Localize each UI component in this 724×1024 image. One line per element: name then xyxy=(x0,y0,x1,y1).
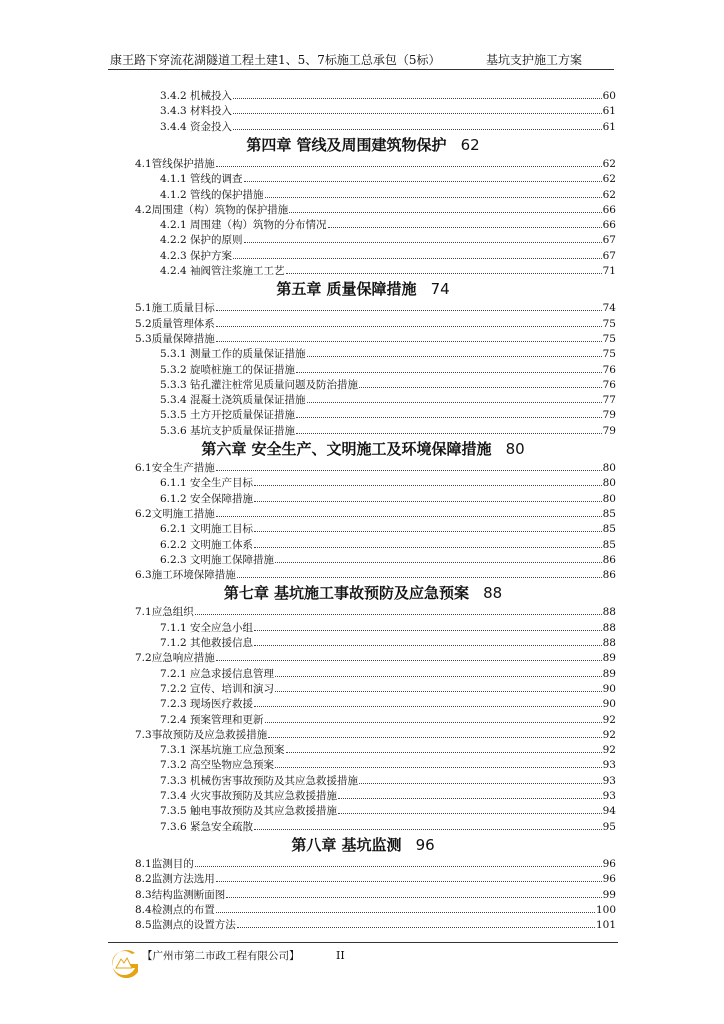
toc-entry-page: 89 xyxy=(602,652,616,665)
footer-rule xyxy=(108,942,618,943)
toc-entry-label: 4.1.1 管线的调查 xyxy=(160,173,243,186)
toc-entry-page: 76 xyxy=(602,378,616,391)
toc-dot-leader xyxy=(237,577,602,578)
toc-entry-label: 5.3.6 基坑支护质量保证措施 xyxy=(160,424,296,437)
toc-subsection-entry[interactable] xyxy=(160,393,616,408)
toc-dot-leader xyxy=(265,197,602,198)
toc-entry-page: 92 xyxy=(602,713,616,726)
toc-dot-leader xyxy=(254,531,602,532)
toc-dot-leader xyxy=(359,783,602,784)
toc-dot-leader xyxy=(216,516,602,517)
toc-subsection-entry[interactable] xyxy=(160,538,616,553)
toc-dot-leader xyxy=(254,485,602,486)
toc-entry-page: 85 xyxy=(602,507,616,520)
toc-entry-page: 80 xyxy=(602,477,616,490)
toc-subsection-entry[interactable] xyxy=(160,492,616,507)
toc-section-entry[interactable] xyxy=(135,605,616,620)
chapter-heading[interactable] xyxy=(108,582,618,604)
toc-subsection-entry[interactable] xyxy=(160,363,616,378)
toc-subsection-entry[interactable] xyxy=(160,713,616,728)
toc-entry-label: 6.1.2 安全保障措施 xyxy=(160,492,254,505)
toc-dot-leader xyxy=(195,866,602,867)
toc-subsection-entry[interactable] xyxy=(160,188,616,203)
toc-subsection-entry[interactable] xyxy=(160,347,616,362)
toc-entry-page: 77 xyxy=(602,394,616,407)
toc-entry-label: 3.4.2 机械投入 xyxy=(160,90,233,102)
toc-entry-page: 62 xyxy=(602,173,616,186)
toc-dot-leader xyxy=(307,356,602,357)
footer-company-name: 【广州市第二市政工程有限公司】 xyxy=(142,950,300,962)
toc-entry-label: 5.3.2 旋喷桩施工的保证措施 xyxy=(160,363,296,376)
toc-entry-label: 7.3.6 紧急安全疏散 xyxy=(160,820,254,833)
toc-section-entry[interactable] xyxy=(135,888,616,903)
toc-subsection-entry[interactable] xyxy=(160,104,616,119)
toc-entry-page: 61 xyxy=(602,105,616,118)
toc-dot-leader xyxy=(195,614,602,615)
toc-entry-page: 92 xyxy=(602,728,616,741)
toc-entry-page: 75 xyxy=(602,348,616,361)
toc-subsection-entry[interactable] xyxy=(160,522,616,537)
toc-entry-page: 96 xyxy=(602,873,616,886)
toc-entry-label: 4.2周围建（构）筑物的保护措施 xyxy=(135,203,289,216)
toc-entry-page: 67 xyxy=(602,234,616,247)
chapter-heading[interactable] xyxy=(108,134,618,156)
toc-section-entry[interactable] xyxy=(135,918,616,933)
toc-entry-label: 8.2监测方法选用 xyxy=(135,873,215,886)
toc-subsection-entry[interactable] xyxy=(160,804,616,819)
toc-dot-leader xyxy=(216,326,602,327)
chapter-heading[interactable] xyxy=(108,438,618,460)
toc-section-entry[interactable] xyxy=(135,651,616,666)
toc-section-entry[interactable] xyxy=(135,332,616,347)
chapter-title: 第五章 质量保障措施 xyxy=(276,280,417,299)
toc-entry-page: 86 xyxy=(602,553,616,566)
toc-entry-page: 79 xyxy=(602,424,616,437)
toc-entry-label: 4.1.2 管线的保护措施 xyxy=(160,188,264,201)
toc-entry-label: 8.5监测点的设置方法 xyxy=(135,919,236,932)
chapter-page-number: 96 xyxy=(415,835,435,854)
toc-subsection-entry[interactable] xyxy=(160,378,616,393)
toc-dot-leader xyxy=(268,737,601,738)
toc-entry-label: 5.3质量保障措施 xyxy=(135,332,215,345)
header-project-title: 康王路下穿流花湖隧道工程土建1、5、7标施工总承包（5标） xyxy=(110,53,441,67)
toc-subsection-entry[interactable] xyxy=(160,218,616,233)
toc-entry-label: 6.2文明施工措施 xyxy=(135,507,215,520)
toc-entry-label: 4.2.3 保护方案 xyxy=(160,249,233,262)
toc-entry-label: 7.2.2 宣传、培训和演习 xyxy=(160,682,275,695)
toc-entry-page: 66 xyxy=(602,219,616,232)
toc-entry-page: 88 xyxy=(602,621,616,634)
toc-subsection-entry[interactable] xyxy=(160,89,616,104)
company-logo-icon xyxy=(108,948,142,978)
toc-entry-label: 7.1.2 其他救援信息 xyxy=(160,637,254,649)
toc-entry-label: 6.1.1 安全生产目标 xyxy=(160,477,254,490)
toc-dot-leader xyxy=(338,813,602,814)
logo-mountain-shape xyxy=(116,958,132,968)
toc-section-entry[interactable] xyxy=(135,728,616,743)
chapter-heading[interactable] xyxy=(108,278,618,300)
toc-entry-label: 6.2.3 文明施工保障措施 xyxy=(160,553,275,566)
toc-section-entry[interactable] xyxy=(135,903,616,918)
toc-entry-page: 62 xyxy=(602,157,616,170)
toc-section-entry[interactable] xyxy=(135,461,616,476)
chapter-title: 第七章 基坑施工事故预防及应急预案 xyxy=(223,584,470,603)
toc-entry-page: 89 xyxy=(602,667,616,680)
toc-entry-label: 3.4.3 材料投入 xyxy=(160,105,233,118)
toc-section-entry[interactable] xyxy=(135,317,616,332)
toc-entry-page: 79 xyxy=(602,409,616,422)
toc-entry-label: 6.2.2 文明施工体系 xyxy=(160,538,254,551)
toc-dot-leader xyxy=(233,258,602,259)
toc-section-entry[interactable] xyxy=(135,568,616,583)
toc-dot-leader xyxy=(244,242,602,243)
toc-subsection-entry[interactable] xyxy=(160,667,616,682)
toc-entry-page: 75 xyxy=(602,317,616,330)
toc-dot-leader xyxy=(286,273,602,274)
chapter-title: 第八章 基坑监测 xyxy=(291,835,402,854)
toc-dot-leader xyxy=(216,310,602,311)
toc-entry-label: 5.2质量管理体系 xyxy=(135,317,215,330)
toc-section-entry[interactable] xyxy=(135,872,616,887)
toc-entry-page: 96 xyxy=(602,857,616,870)
toc-subsection-entry[interactable] xyxy=(160,636,616,651)
toc-subsection-entry[interactable] xyxy=(160,476,616,491)
toc-subsection-entry[interactable] xyxy=(160,249,616,264)
toc-entry-page: 60 xyxy=(602,90,616,102)
toc-entry-label: 5.3.5 土方开挖质量保证措施 xyxy=(160,409,296,422)
toc-entry-page: 61 xyxy=(602,120,616,133)
toc-entry-page: 71 xyxy=(602,265,616,277)
toc-subsection-entry[interactable] xyxy=(160,789,616,804)
toc-dot-leader xyxy=(296,433,602,434)
toc-dot-leader xyxy=(244,181,602,182)
toc-dot-leader xyxy=(254,630,602,631)
toc-entry-label: 6.3施工环境保障措施 xyxy=(135,569,236,582)
toc-subsection-entry[interactable] xyxy=(160,172,616,187)
footer-page-number: II xyxy=(336,949,345,962)
toc-entry-label: 7.2.4 预案管理和更新 xyxy=(160,713,264,726)
toc-entry-label: 7.3事故预防及应急救援措施 xyxy=(135,728,268,741)
toc-dot-leader xyxy=(275,691,602,692)
page-footer xyxy=(108,942,618,972)
toc-entry-page: 62 xyxy=(602,188,616,201)
toc-dot-leader xyxy=(233,113,602,114)
toc-dot-leader xyxy=(216,166,602,167)
toc-entry-label: 7.2应急响应措施 xyxy=(135,652,215,665)
chapter-heading[interactable] xyxy=(108,834,618,856)
toc-dot-leader xyxy=(286,752,602,753)
toc-entry-page: 85 xyxy=(602,538,616,551)
chapter-title: 第六章 安全生产、文明施工及环境保障措施 xyxy=(201,440,492,458)
toc-entry-page: 93 xyxy=(602,790,616,802)
toc-dot-leader xyxy=(226,897,601,898)
toc-subsection-entry[interactable] xyxy=(160,820,616,835)
toc-entry-page: 88 xyxy=(602,637,616,649)
toc-dot-leader xyxy=(216,341,602,342)
toc-entry-page: 93 xyxy=(602,774,616,787)
toc-dot-leader xyxy=(296,417,602,418)
toc-dot-leader xyxy=(254,829,602,830)
toc-entry-page: 76 xyxy=(602,363,616,376)
toc-entry-label: 4.1管线保护措施 xyxy=(135,157,215,170)
toc-entry-label: 4.2.4 袖阀管注浆施工工艺 xyxy=(160,265,285,277)
toc-dot-leader xyxy=(237,927,595,928)
toc-entry-page: 67 xyxy=(602,249,616,262)
toc-entry-label: 7.3.1 深基坑施工应急预案 xyxy=(160,744,285,757)
toc-entry-label: 4.2.1 周围建（构）筑物的分布情况 xyxy=(160,219,327,232)
toc-subsection-entry[interactable] xyxy=(160,743,616,758)
toc-dot-leader xyxy=(296,372,602,373)
toc-dot-leader xyxy=(216,881,602,882)
toc-entry-page: 99 xyxy=(602,888,616,901)
toc-dot-leader xyxy=(254,547,602,548)
toc-dot-leader xyxy=(216,660,602,661)
toc-section-entry[interactable] xyxy=(135,507,616,522)
toc-entry-label: 7.3.4 火灾事故预防及其应急救援措施 xyxy=(160,790,338,802)
toc-dot-leader xyxy=(233,98,602,99)
toc-entry-label: 7.3.3 机械伤害事故预防及其应急救援措施 xyxy=(160,774,359,787)
toc-entry-label: 5.3.1 测量工作的质量保证措施 xyxy=(160,348,306,361)
toc-subsection-entry[interactable] xyxy=(160,758,616,773)
toc-entry-page: 74 xyxy=(602,302,616,315)
toc-dot-leader xyxy=(254,645,602,646)
toc-subsection-entry[interactable] xyxy=(160,424,616,439)
toc-dot-leader xyxy=(307,402,602,403)
toc-entry-label: 5.1施工质量目标 xyxy=(135,302,215,315)
toc-dot-leader xyxy=(359,387,602,388)
toc-dot-leader xyxy=(265,722,602,723)
toc-subsection-entry[interactable] xyxy=(160,408,616,423)
toc-entry-label: 8.3结构监测断面图 xyxy=(135,888,226,901)
toc-subsection-entry[interactable] xyxy=(160,264,616,279)
toc-entry-label: 7.2.1 应急求援信息管理 xyxy=(160,667,275,680)
toc-entry-label: 4.2.2 保护的原则 xyxy=(160,234,243,247)
toc-entry-page: 80 xyxy=(602,492,616,505)
toc-dot-leader xyxy=(216,470,602,471)
toc-dot-leader xyxy=(275,767,602,768)
toc-subsection-entry[interactable] xyxy=(160,621,616,636)
chapter-title: 第四章 管线及周围建筑物保护 xyxy=(246,135,447,154)
toc-section-entry[interactable] xyxy=(135,157,616,172)
toc-entry-page: 93 xyxy=(602,759,616,772)
chapter-page-number: 74 xyxy=(430,280,450,299)
toc-entry-page: 95 xyxy=(602,820,616,833)
toc-entry-label: 8.1监测目的 xyxy=(135,857,194,870)
chapter-page-number: 88 xyxy=(483,584,503,603)
toc-entry-page: 90 xyxy=(602,698,616,711)
toc-section-entry[interactable] xyxy=(135,301,616,316)
toc-entry-label: 7.2.3 现场医疗救援 xyxy=(160,698,254,711)
toc-subsection-entry[interactable] xyxy=(160,233,616,248)
toc-entry-label: 7.3.5 触电事故预防及其应急救援措施 xyxy=(160,805,338,818)
toc-subsection-entry[interactable] xyxy=(160,120,616,135)
toc-entry-label: 3.4.4 资金投入 xyxy=(160,120,233,133)
chapter-page-number: 80 xyxy=(505,440,525,458)
toc-section-entry[interactable] xyxy=(135,203,616,218)
toc-entry-page: 85 xyxy=(602,523,616,536)
toc-entry-page: 80 xyxy=(602,462,616,474)
toc-entry-label: 5.3.3 钻孔灌注桩常见质量问题及防治措施 xyxy=(160,378,359,391)
toc-entry-label: 5.3.4 混凝土浇筑质量保证措施 xyxy=(160,394,306,407)
toc-dot-leader xyxy=(233,129,602,130)
toc-dot-leader xyxy=(289,212,601,213)
toc-entry-page: 94 xyxy=(602,805,616,818)
toc-entry-label: 7.3.2 高空坠物应急预案 xyxy=(160,759,275,772)
toc-subsection-entry[interactable] xyxy=(160,774,616,789)
toc-dot-leader xyxy=(328,227,602,228)
toc-dot-leader xyxy=(338,798,602,799)
toc-dot-leader xyxy=(275,676,602,677)
toc-entry-label: 6.2.1 文明施工目标 xyxy=(160,523,254,536)
header-document-title: 基坑支护施工方案 xyxy=(486,53,583,67)
toc-entry-page: 92 xyxy=(602,744,616,757)
toc-dot-leader xyxy=(254,501,602,502)
toc-entry-page: 88 xyxy=(602,606,616,619)
toc-entry-label: 6.1安全生产措施 xyxy=(135,462,215,474)
toc-entry-page: 66 xyxy=(602,203,616,216)
toc-subsection-entry[interactable] xyxy=(160,682,616,697)
toc-entry-label: 7.1.1 安全应急小组 xyxy=(160,621,254,634)
toc-entry-page: 90 xyxy=(602,682,616,695)
toc-subsection-entry[interactable] xyxy=(160,697,616,712)
toc-entry-label: 8.4检测点的布置 xyxy=(135,903,215,916)
toc-entry-page: 100 xyxy=(595,903,616,916)
toc-section-entry[interactable] xyxy=(135,857,616,872)
toc-dot-leader xyxy=(275,562,602,563)
chapter-page-number: 62 xyxy=(460,135,480,154)
toc-dot-leader xyxy=(216,912,595,913)
toc-entry-page: 101 xyxy=(595,919,616,932)
toc-entry-page: 86 xyxy=(602,569,616,582)
toc-subsection-entry[interactable] xyxy=(160,553,616,568)
toc-entry-label: 7.1应急组织 xyxy=(135,606,194,619)
toc-dot-leader xyxy=(254,706,602,707)
toc-entry-page: 75 xyxy=(602,332,616,345)
